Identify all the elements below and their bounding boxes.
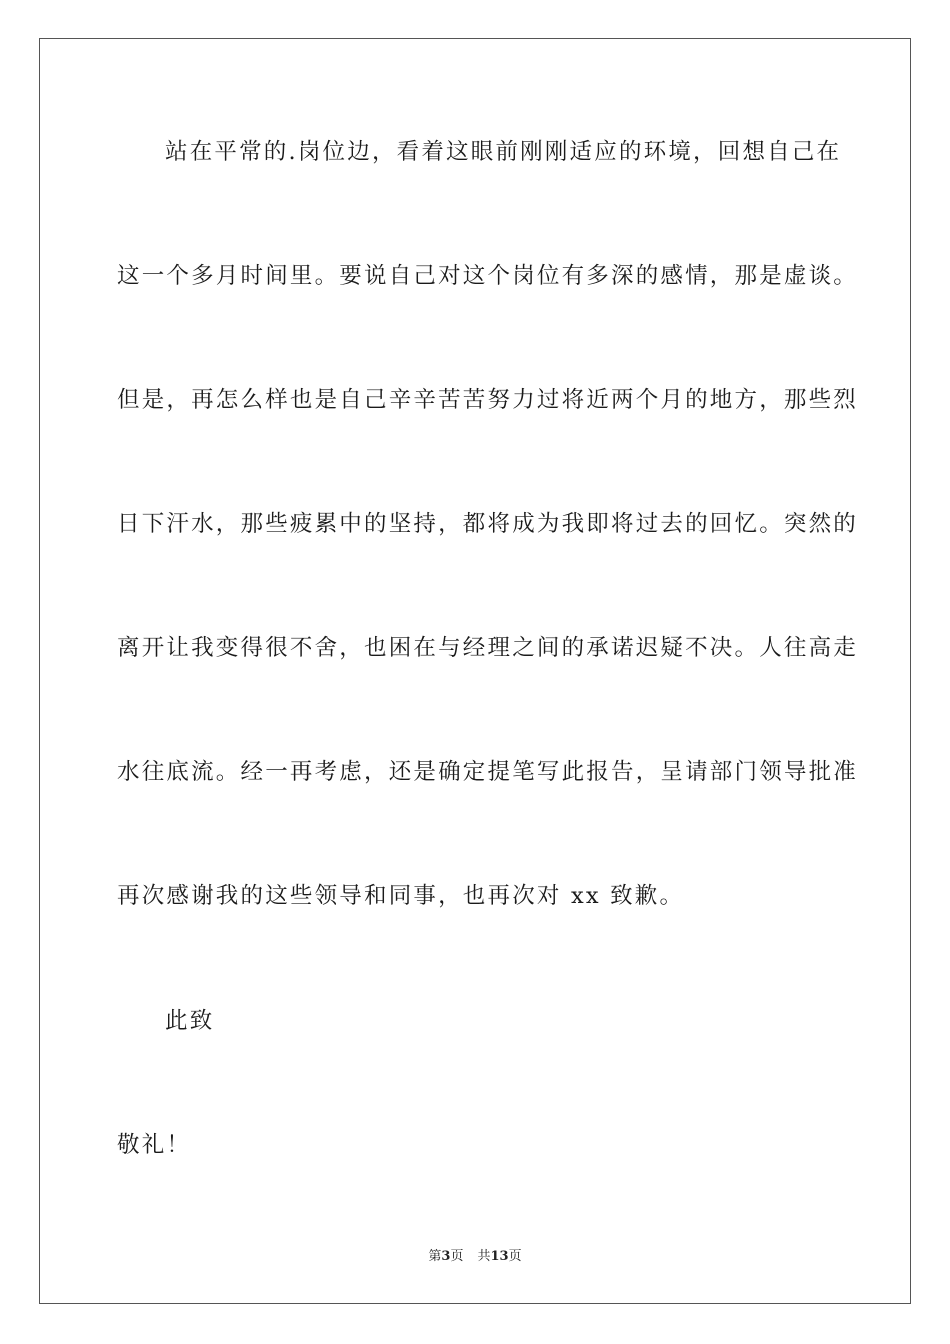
body-line-6: 水往底流。经一再考虑，还是确定提笔写此报告，呈请部门领导批准 bbox=[117, 759, 859, 785]
body-line-4: 日下汗水，那些疲累中的坚持，都将成为我即将过去的回忆。突然的 bbox=[117, 511, 859, 537]
closing-phrase: 此致 bbox=[165, 1008, 215, 1034]
footer-page-suffix: 页 bbox=[450, 1249, 464, 1264]
footer-page-prefix: 第 bbox=[428, 1249, 442, 1264]
footer-total-prefix: 共 bbox=[477, 1249, 491, 1264]
body-line-7: 再次感谢我的这些领导和同事，也再次对 xx 致歉。 bbox=[117, 883, 685, 909]
salutation: 敬礼！ bbox=[117, 1132, 192, 1158]
body-line-3: 但是，再怎么样也是自己辛辛苦苦努力过将近两个月的地方，那些烈 bbox=[117, 387, 859, 413]
footer-total-pages: 13 bbox=[490, 1249, 509, 1264]
body-line-5: 离开让我变得很不舍，也困在与经理之间的承诺迟疑不决。人往高走 bbox=[117, 635, 859, 661]
footer-page-number: 3 bbox=[441, 1249, 451, 1264]
page-footer bbox=[0, 1248, 950, 1266]
page-border bbox=[39, 38, 911, 1304]
footer-total-suffix: 页 bbox=[508, 1249, 522, 1264]
body-line-1: 站在平常的.岗位边，看着这眼前刚刚适应的环境，回想自己在 bbox=[165, 139, 842, 165]
body-line-2: 这一个多月时间里。要说自己对这个岗位有多深的感情，那是虚谈。 bbox=[117, 263, 859, 289]
